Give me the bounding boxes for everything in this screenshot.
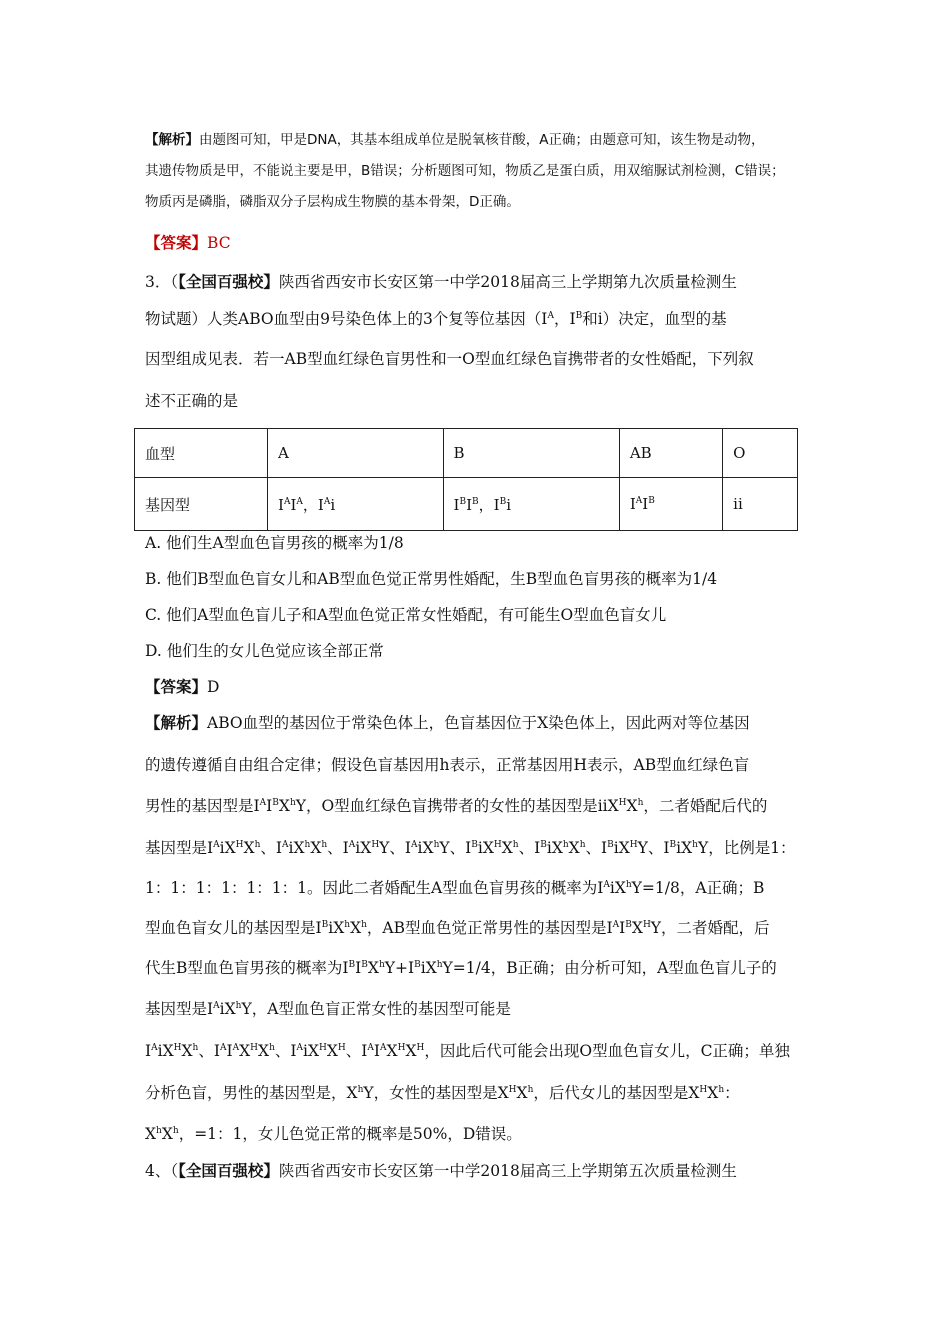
- table-row-label: 基因型: [135, 478, 268, 531]
- genotype-a: $I^AI^A$，$I^Ai$: [268, 478, 444, 531]
- genotype-o: ii: [723, 478, 798, 531]
- table-header-cell: AB: [619, 429, 722, 478]
- analysis-line-6: 型血色盲女儿的基因型是$I^BiX^hX^h$，AB型血色觉正常男性的基因型是$I^AI^BX^HY$，二者婚配，后: [145, 919, 770, 937]
- table-header-cell: O: [723, 429, 798, 478]
- option-c: C. 他们A型血色盲儿子和A型血色觉正常女性婚配，有可能生O型血色盲女儿: [145, 606, 667, 624]
- prev-analysis-line-2: 其遗传物质是甲，不能说主要是甲，B错误；分析题图可知，物质乙是蛋白质，用双缩脲试剂检测，C错误；: [145, 163, 785, 179]
- analysis-line-4: 基因型是$I^AiX^HX^h$、$I^AiX^hX^h$、$I^AiX^HY$、$I^AiX^hY$、$I^BiX^HX^h$、$I^BiX^hX^h$、$I^BiX^HY$、$I^BiX^hY$，比例是1：: [145, 839, 796, 857]
- analysis-line-3: 男性的基因型是$I^AI^BX^hY$，O型血红绿色盲携带者的女性的基因型是$iiX^HX^h$，二者婚配后代的: [145, 797, 768, 815]
- table-row: [135, 478, 798, 531]
- prev-analysis-line-1: 【解析】由题图可知，甲是DNA，其基本组成单位是脱氧核苷酸，A正确；由题意可知，该生物是动物，: [145, 132, 765, 148]
- q3-answer: 【答案】D: [145, 677, 220, 696]
- q3-line-4: 述不正确的是: [145, 392, 239, 410]
- q4-line-1: 4、（【全国百强校】陕西省西安市长安区第一中学2018届高三上学期第五次质量检测生: [145, 1161, 737, 1180]
- analysis-line-8: 基因型是$I^AiX^hY$，A型血色盲正常女性的基因型可能是: [145, 1000, 511, 1018]
- table-header-cell: A: [268, 429, 444, 478]
- blood-type-table: [134, 428, 798, 531]
- q3-line-3: 因型组成见表．若一AB型血红绿色盲男性和一O型血红绿色盲携带者的女性婚配，下列叙: [145, 350, 754, 368]
- genotype-b: $I^BI^B$，$I^Bi$: [443, 478, 619, 531]
- genotype-ab: $I^AI^B$: [619, 478, 722, 531]
- analysis-line-1: 【解析】ABO血型的基因位于常染色体上，色盲基因位于X染色体上，因此两对等位基因: [145, 713, 750, 732]
- table-header-cell: B: [443, 429, 619, 478]
- table-row: [135, 429, 798, 478]
- analysis-line-11: $X^hX^h$，=1：1，女儿色觉正常的概率是50%，D错误。: [145, 1125, 522, 1143]
- prev-answer: 【答案】BC: [145, 233, 231, 252]
- analysis-line-9: $I^AiX^HX^h$、$I^AI^AX^HX^h$、$I^AiX^HX^H$、$I^AI^AX^HX^H$，因此后代可能会出现O型血色盲女儿，C正确；单独: [145, 1042, 790, 1060]
- analysis-line-10: 分析色盲，男性的基因型是，$X^hY$，女性的基因型是$X^HX^h$，后代女儿的基因型是$X^HX^h$：: [145, 1084, 740, 1102]
- q3-line-2: 物试题）人类ABO血型由9号染色体上的3个复等位基因（$I^A$，$I^B$和i）决定，血型的基: [145, 310, 727, 328]
- analysis-line-7: 代生B型血色盲男孩的概率为$I^BI^BX^hY+I^BiX^hY=1/4$，B正确；由分析可知，A型血色盲儿子的: [145, 959, 777, 977]
- analysis-line-5: 1：1：1：1：1：1：1。因此二者婚配生A型血色盲男孩的概率为$I^AiX^hY=1/8$，A正确；B: [145, 879, 765, 897]
- option-b: B. 他们B型血色盲女儿和AB型血色觉正常男性婚配，生B型血色盲男孩的概率为1/4: [145, 570, 718, 588]
- analysis-line-2: 的遗传遵循自由组合定律；假设色盲基因用h表示，正常基因用H表示，AB型血红绿色盲: [145, 756, 750, 774]
- table-header-cell: 血型: [135, 429, 268, 478]
- option-a: A. 他们生A型血色盲男孩的概率为1/8: [145, 534, 404, 552]
- prev-analysis-line-3: 物质丙是磷脂，磷脂双分子层构成生物膜的基本骨架，D正确。: [145, 194, 520, 210]
- option-d: D. 他们生的女儿色觉应该全部正常: [145, 642, 384, 660]
- q3-line-1: 3．（【全国百强校】陕西省西安市长安区第一中学2018届高三上学期第九次质量检测生: [145, 272, 737, 291]
